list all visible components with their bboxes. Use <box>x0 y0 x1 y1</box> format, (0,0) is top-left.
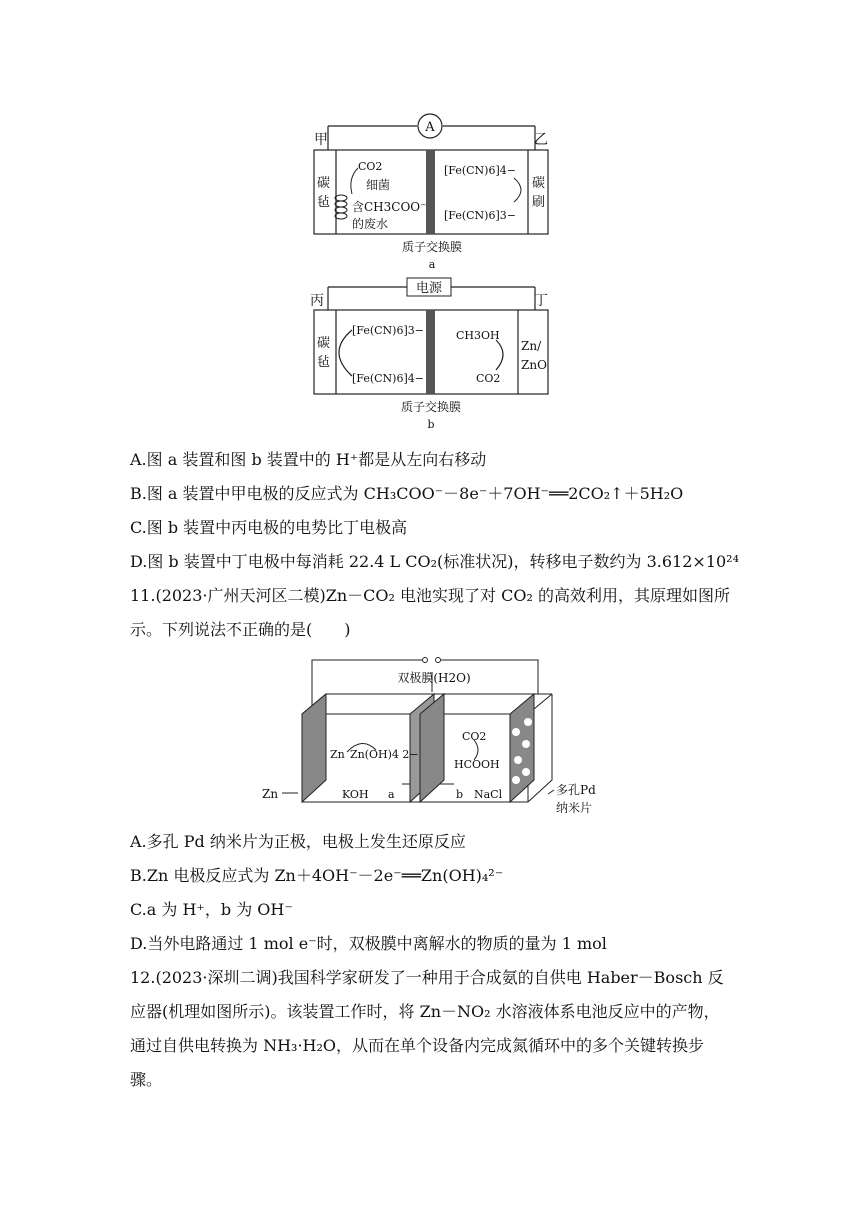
left-electrode-material-b-2: 毡 <box>317 355 331 370</box>
power-source-label: 电源 <box>415 281 443 296</box>
right-electrode-name: 乙 <box>534 132 548 148</box>
right-electrode-name-b: 丁 <box>534 293 548 309</box>
question-12-line1: 12.(2023·深圳二调)我国科学家研发了一种用于合成氨的自供电 Haber－Bosch 反 <box>130 968 724 987</box>
figure-c <box>262 652 602 820</box>
methanol-label: CH3OH <box>456 329 500 342</box>
left-electrode-material-1: 碳 <box>317 176 331 191</box>
zn-species-label: Zn <box>330 748 345 761</box>
question-12-line3: 通过自供电转换为 NH₃·H₂O，从而在单个设备内完成氮循环中的多个关键转换步 <box>130 1036 705 1055</box>
left-electrode-name-b: 丙 <box>310 293 324 309</box>
pd-label-2: 纳米片 <box>556 801 593 815</box>
co2-label-c: CO2 <box>462 730 487 743</box>
question-12-line2: 应器(机理如图所示)。该装置工作时，将 Zn－NO₂ 水溶液体系电池反应中的产物， <box>130 1002 720 1021</box>
figure-a <box>300 112 560 272</box>
membrane-label-a: 质子交换膜 <box>401 240 463 254</box>
left-electrode-material-b-1: 碳 <box>317 336 331 351</box>
left-electrode-material-2: 毡 <box>317 195 331 210</box>
waste-label-1: 含CH3COO⁻ <box>352 200 427 214</box>
option-c-q10: C.图 b 装置中丙电极的电势比丁电极高 <box>130 518 408 537</box>
left-electrode-name: 甲 <box>314 132 328 148</box>
option-d-q10: D.图 b 装置中丁电极中每消耗 22.4 L CO₂(标准状况)，转移电子数约为 3.612×10²⁴ <box>130 552 740 571</box>
koh-label: KOH <box>342 788 369 801</box>
caption-a: a <box>428 258 436 271</box>
option-a-q11: A.多孔 Pd 纳米片为正极，电极上发生还原反应 <box>130 832 466 851</box>
option-b-q11: B.Zn 电极反应式为 Zn＋4OH⁻－2e⁻══Zn(OH)₄²⁻ <box>130 866 504 885</box>
pd-label-1: 多孔Pd <box>556 783 596 797</box>
figure-b <box>300 272 560 432</box>
option-a-q10: A.图 a 装置和图 b 装置中的 H⁺都是从左向右移动 <box>130 450 487 469</box>
waste-label-2: 的废水 <box>352 217 389 231</box>
ferrocyanide-bottom-b: [Fe(CN)6]4− <box>352 372 424 385</box>
nacl-label: NaCl <box>474 788 503 801</box>
option-b-q10: B.图 a 装置中甲电极的反应式为 CH₃COO⁻－8e⁻＋7OH⁻══2CO₂↑＋5H₂O <box>130 484 684 503</box>
zincate-label: Zn(OH)4 2− <box>350 748 419 761</box>
ammeter-label: A <box>425 120 435 135</box>
right-electrode-material-b-2: ZnO <box>521 358 547 372</box>
option-d-q11: D.当外电路通过 1 mol e⁻时，双极膜中离解水的物质的量为 1 mol <box>130 934 607 953</box>
question-12-line4: 骤。 <box>130 1070 163 1089</box>
b-label: b <box>456 788 464 801</box>
caption-b: b <box>427 418 435 431</box>
right-electrode-material-1: 碳 <box>532 176 546 191</box>
a-label: a <box>388 788 395 801</box>
zn-electrode-label: Zn <box>262 787 279 801</box>
option-c-q11: C.a 为 H⁺，b 为 OH⁻ <box>130 900 293 919</box>
ferricyanide-bottom: [Fe(CN)6]3− <box>444 209 516 222</box>
question-11-line2: 示。下列说法不正确的是( ) <box>130 620 351 639</box>
bacteria-label: 细菌 <box>366 178 391 192</box>
co2-label-b: CO2 <box>476 372 501 385</box>
formic-acid-label: HCOOH <box>454 758 500 771</box>
ferrocyanide-top: [Fe(CN)6]4− <box>444 164 516 177</box>
right-electrode-material-2: 刷 <box>532 195 546 210</box>
co2-label: CO2 <box>358 160 383 173</box>
right-electrode-material-b-1: Zn/ <box>521 339 542 353</box>
ferricyanide-top-b: [Fe(CN)6]3− <box>352 324 424 337</box>
bipolar-membrane-label: 双极膜(H2O) <box>397 671 471 685</box>
membrane-label-b: 质子交换膜 <box>400 400 462 414</box>
question-11-line1: 11.(2023·广州天河区二模)Zn－CO₂ 电池实现了对 CO₂ 的高效利用，其原理如图所 <box>130 586 730 605</box>
